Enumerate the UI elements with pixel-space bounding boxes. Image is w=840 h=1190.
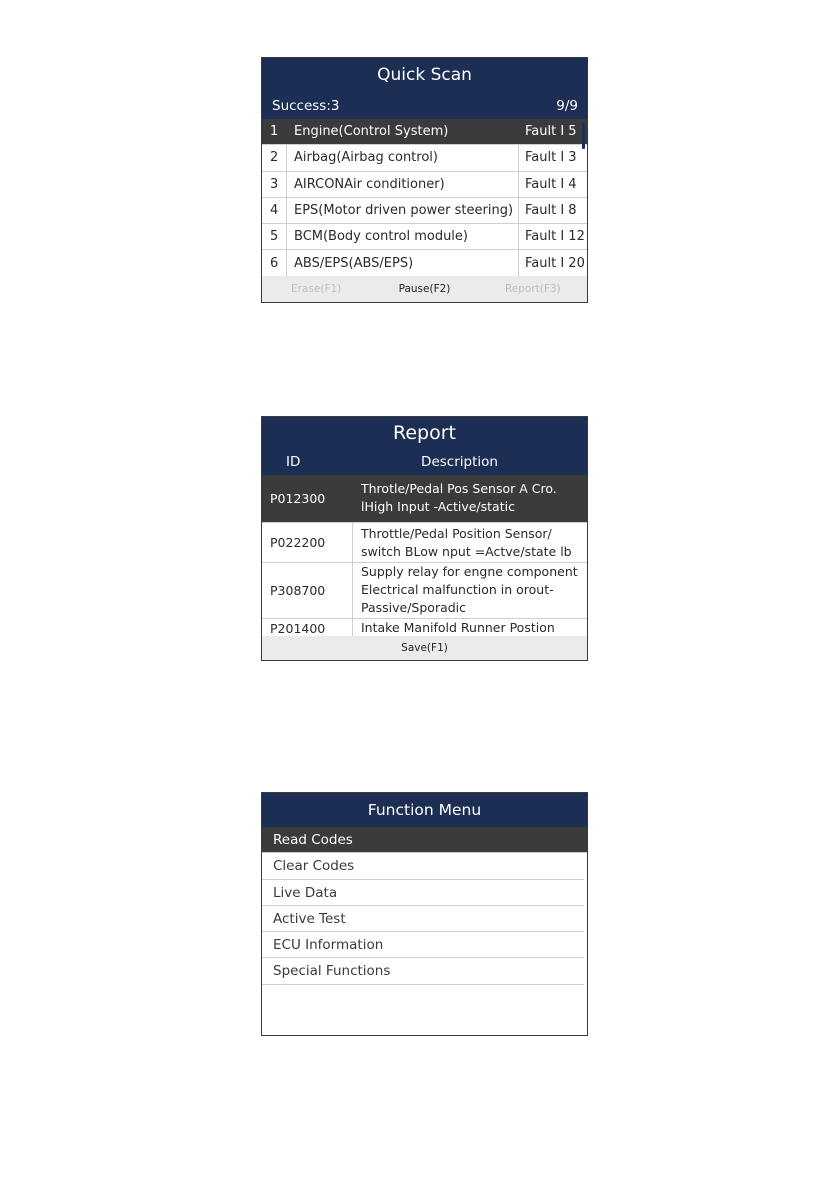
fault-count: Fault I 5 xyxy=(518,119,581,144)
system-name: AIRCONAir conditioner) xyxy=(286,172,518,197)
menu-item-read-codes[interactable]: Read Codes xyxy=(262,827,587,853)
dtc-id: P022200 xyxy=(270,534,326,550)
system-row[interactable] xyxy=(262,224,587,250)
row-number: 4 xyxy=(270,203,279,219)
dtc-row[interactable] xyxy=(262,475,587,523)
dtc-list xyxy=(262,475,587,636)
scrollbar[interactable] xyxy=(582,123,585,149)
system-name: EPS(Motor driven power steering) xyxy=(286,198,518,223)
fault-count: Fault I 20 xyxy=(518,250,581,275)
dtc-row[interactable] xyxy=(262,523,587,563)
report-screen xyxy=(261,416,588,661)
menu-item-clear-codes[interactable]: Clear Codes xyxy=(262,853,584,879)
row-number: 3 xyxy=(270,176,279,192)
system-list xyxy=(262,119,587,277)
dtc-id: P201400 xyxy=(270,621,326,636)
system-row[interactable] xyxy=(262,145,587,171)
dtc-row[interactable] xyxy=(262,619,587,636)
quick-scan-title: Quick Scan xyxy=(262,58,587,92)
erase-button[interactable]: Erase(F1) xyxy=(291,283,342,295)
dtc-description-line: Intake Manifold Runner Postion xyxy=(361,620,555,635)
menu-item-live-data[interactable]: Live Data xyxy=(262,880,584,906)
dtc-id: P012300 xyxy=(270,490,326,506)
function-menu-list xyxy=(262,827,587,985)
report-button[interactable]: Report(F3) xyxy=(504,283,561,295)
quick-scan-button-bar xyxy=(262,276,587,302)
system-row[interactable] xyxy=(262,172,587,198)
dtc-description xyxy=(352,523,587,562)
dtc-id: P308700 xyxy=(270,582,326,598)
save-button[interactable]: Save(F1) xyxy=(262,636,587,660)
system-name: Airbag(Airbag control) xyxy=(286,145,518,170)
row-number: 6 xyxy=(270,255,279,271)
dtc-description-line: Electrical malfunction in orout- xyxy=(361,582,554,597)
quick-scan-screen xyxy=(261,57,588,303)
column-header-id: ID xyxy=(286,454,301,470)
function-menu-title: Function Menu xyxy=(262,793,587,827)
dtc-description-line: switch BLow nput =Actve/state lb xyxy=(361,544,572,559)
menu-item-special-functions[interactable]: Special Functions xyxy=(262,958,584,984)
menu-item-active-test[interactable]: Active Test xyxy=(262,906,584,932)
row-number: 2 xyxy=(270,150,279,166)
system-row[interactable] xyxy=(262,250,587,276)
fault-count: Fault I 8 xyxy=(518,198,581,223)
dtc-description-line: Throtle/Pedal Pos Sensor A Cro. xyxy=(361,481,557,496)
fault-count: Fault I 4 xyxy=(518,172,581,197)
dtc-description xyxy=(352,563,587,618)
dtc-description-line: Supply relay for engne component xyxy=(361,564,578,579)
row-number: 1 xyxy=(270,124,279,140)
pause-button[interactable]: Pause(F2) xyxy=(398,283,451,295)
success-count: Success:3 xyxy=(272,97,340,114)
report-title: Report xyxy=(262,417,587,449)
function-menu-screen xyxy=(261,792,588,1036)
fault-count: Fault I 3 xyxy=(518,145,581,170)
system-row[interactable] xyxy=(262,119,587,145)
system-name: Engine(Control System) xyxy=(286,119,518,144)
system-name: BCM(Body control module) xyxy=(286,224,518,249)
fault-count: Fault I 12 xyxy=(518,224,581,249)
row-number: 5 xyxy=(270,229,279,245)
system-name: ABS/EPS(ABS/EPS) xyxy=(286,250,518,275)
dtc-row[interactable] xyxy=(262,563,587,619)
column-header-description: Description xyxy=(421,454,498,470)
scan-progress: 9/9 xyxy=(556,97,578,114)
dtc-description-line: Passive/Sporadic xyxy=(361,600,467,615)
menu-item-ecu-information[interactable]: ECU Information xyxy=(262,932,584,958)
dtc-description-line: lHigh Input -Active/static xyxy=(361,499,515,514)
dtc-description xyxy=(352,475,587,522)
system-row[interactable] xyxy=(262,198,587,224)
dtc-description-line: Throttle/Pedal Position Sensor/ xyxy=(361,526,552,541)
quick-scan-status-bar xyxy=(262,92,587,119)
dtc-description xyxy=(352,619,587,636)
report-table-header xyxy=(262,449,587,475)
